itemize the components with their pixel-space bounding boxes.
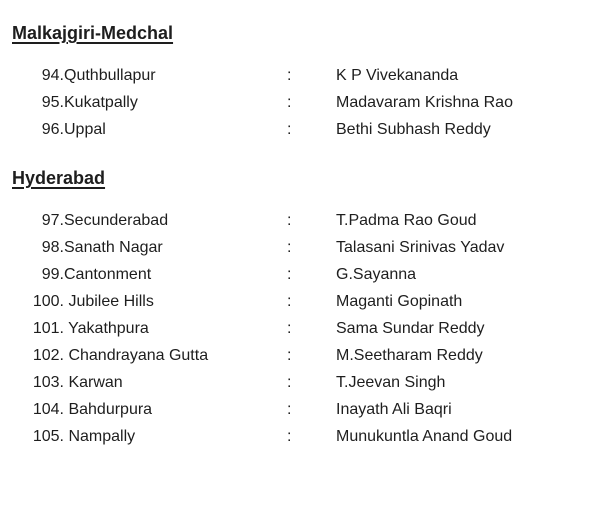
- separator-colon: :: [287, 266, 292, 283]
- entry-number: 100.: [32, 293, 64, 310]
- representative-name: Madavaram Krishna Rao: [336, 94, 513, 111]
- constituency-name: Jubilee Hills: [64, 293, 154, 310]
- entry-number: 94.: [41, 67, 64, 84]
- constituency-name: Karwan: [64, 374, 123, 391]
- representative-name: Maganti Gopinath: [336, 293, 463, 310]
- separator-colon: :: [287, 401, 292, 418]
- separator-colon: :: [287, 67, 292, 84]
- representative-name: G.Sayanna: [336, 266, 417, 283]
- separator-colon: :: [287, 121, 292, 138]
- separator-colon: :: [287, 374, 292, 391]
- constituency-name: Quthbullapur: [64, 67, 156, 84]
- constituency-name: Bahdurpura: [64, 401, 153, 418]
- constituency-list: [12, 62, 588, 143]
- separator-colon: :: [287, 320, 292, 337]
- separator-colon: :: [287, 239, 292, 256]
- representative-name: Talasani Srinivas Yadav: [336, 239, 505, 256]
- constituency-name: Kukatpally: [64, 94, 138, 111]
- list-item: [12, 207, 588, 234]
- section-hyderabad: [12, 167, 588, 450]
- entry-number: 95.: [41, 94, 64, 111]
- constituency-list: [12, 207, 588, 450]
- representative-name: Munukuntla Anand Goud: [336, 428, 513, 445]
- list-item: [12, 423, 588, 450]
- section-malkajgiri-medchal: [12, 22, 588, 143]
- constituency-name: Cantonment: [64, 266, 152, 283]
- separator-colon: :: [287, 293, 292, 310]
- constituency-name: Nampally: [64, 428, 136, 445]
- list-item: [12, 261, 588, 288]
- entry-number: 105.: [32, 428, 64, 445]
- separator-colon: :: [287, 212, 292, 229]
- list-item: [12, 342, 588, 369]
- separator-colon: :: [287, 94, 292, 111]
- representative-name: T.Padma Rao Goud: [336, 212, 477, 229]
- constituency-name: Sanath Nagar: [64, 239, 163, 256]
- entry-number: 97.: [41, 212, 64, 229]
- list-item: [12, 396, 588, 423]
- separator-colon: :: [287, 428, 292, 445]
- representative-name: Bethi Subhash Reddy: [336, 121, 491, 138]
- entry-number: 101.: [32, 320, 64, 337]
- representative-name: Inayath Ali Baqri: [336, 401, 452, 418]
- entry-number: 98.: [41, 239, 64, 256]
- entry-number: 102.: [32, 347, 64, 364]
- list-item: [12, 62, 588, 89]
- representative-name: T.Jeevan Singh: [336, 374, 446, 391]
- list-item: [12, 288, 588, 315]
- entry-number: 99.: [41, 266, 64, 283]
- entry-number: 103.: [32, 374, 64, 391]
- constituency-name: Yakathpura: [64, 320, 149, 337]
- constituency-name: Uppal: [64, 121, 106, 138]
- representative-name: K P Vivekananda: [336, 67, 459, 84]
- list-item: [12, 369, 588, 396]
- section-heading: Hyderabad: [12, 168, 106, 188]
- constituency-name: Secunderabad: [64, 212, 169, 229]
- entry-number: 104.: [32, 401, 64, 418]
- list-item: [12, 116, 588, 143]
- list-item: [12, 315, 588, 342]
- entry-number: 96.: [41, 121, 64, 138]
- separator-colon: :: [287, 347, 292, 364]
- list-item: [12, 234, 588, 261]
- section-heading: Malkajgiri-Medchal: [12, 23, 174, 43]
- representative-name: Sama Sundar Reddy: [336, 320, 485, 337]
- constituency-name: Chandrayana Gutta: [64, 347, 209, 364]
- list-item: [12, 89, 588, 116]
- representative-name: M.Seetharam Reddy: [336, 347, 483, 364]
